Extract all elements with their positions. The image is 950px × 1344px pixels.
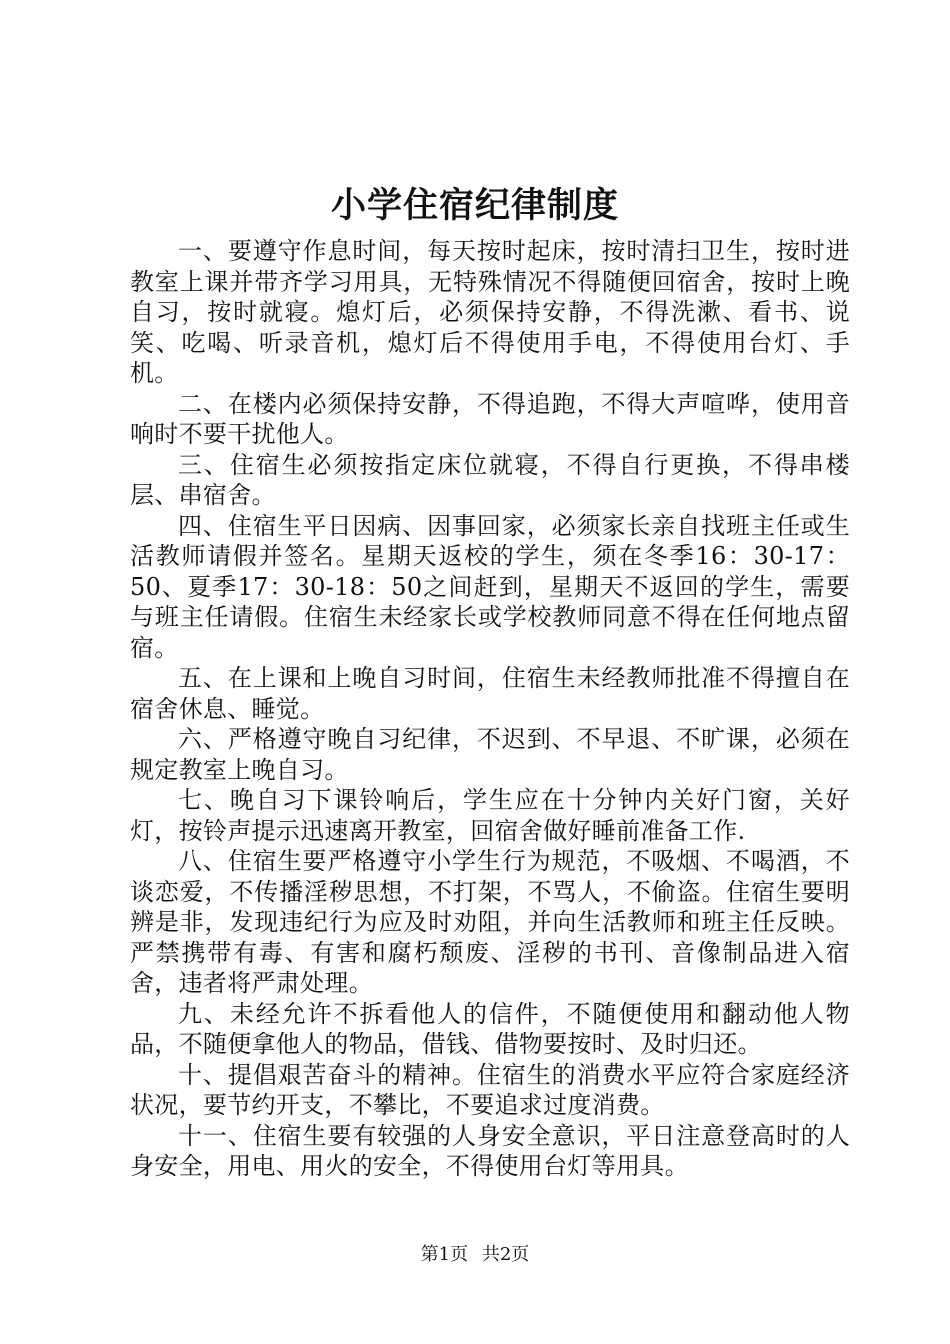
document-title: 小学住宿纪律制度 bbox=[330, 185, 619, 226]
rule-paragraph-10: 十、提倡艰苦奋斗的精神。住宿生的消费水平应符合家庭经济状况，要节约开支，不攀比，不要追求过度消费。 bbox=[130, 1060, 850, 1119]
rule-paragraph-5: 五、在上课和上晚自习时间，住宿生未经教师批准不得擅自在宿舍休息、睡觉。 bbox=[130, 664, 850, 723]
rule-paragraph-8: 八、住宿生要严格遵守小学生行为规范，不吸烟、不喝酒，不谈恋爱，不传播淫秽思想，不打架，不骂人，不偷盗。住宿生要明辨是非，发现违纪行为应及时劝阻，并向生活教师和班主任反映。严禁携带有毒、有害和腐朽颓废、淫秽的书刊、音像制品进入宿舍，违者将严肃处理。 bbox=[130, 847, 850, 997]
total-pages: 共2页 bbox=[481, 1244, 530, 1265]
rule-paragraph-11: 十一、住宿生要有较强的人身安全意识，平日注意登高时的人身安全，用电、用火的安全，不得使用台灯等用具。 bbox=[130, 1121, 850, 1180]
rule-paragraph-3: 三、住宿生必须按指定床位就寝，不得自行更换，不得串楼层、串宿舍。 bbox=[130, 450, 850, 509]
rule-paragraph-4: 四、住宿生平日因病、因事回家，必须家长亲自找班主任或生活教师请假并签名。星期天返校的学生，须在冬季16：30-17：50、夏季17：30-18：50之间赶到，星期天不返回的学生，需要与班主任请假。住宿生未经家长或学校教师同意不得在任何地点留宿。 bbox=[130, 511, 850, 662]
rule-paragraph-2: 二、在楼内必须保持安静，不得追跑，不得大声喧哗，使用音响时不要干扰他人。 bbox=[130, 389, 850, 448]
rule-paragraph-6: 六、严格遵守晚自习纪律，不迟到、不早退、不旷课，必须在规定教室上晚自习。 bbox=[130, 725, 850, 784]
page-footer bbox=[0, 1243, 950, 1267]
rule-paragraph-7: 七、晚自习下课铃响后，学生应在十分钟内关好门窗，关好灯，按铃声提示迅速离开教室，回宿舍做好睡前准备工作. bbox=[130, 786, 850, 845]
page-number: 第1页 bbox=[420, 1244, 469, 1265]
rule-paragraph-1: 一、要遵守作息时间，每天按时起床，按时清扫卫生，按时进教室上课并带齐学习用具，无特殊情况不得随便回宿舍，按时上晚自习，按时就寝。熄灯后，必须保持安静，不得洗漱、看书、说笑、吃喝、听录音机，熄灯后不得使用手电，不得使用台灯、手机。 bbox=[130, 237, 850, 387]
rule-paragraph-9: 九、未经允许不拆看他人的信件，不随便使用和翻动他人物品，不随便拿他人的物品，借钱、借物要按时、及时归还。 bbox=[130, 999, 850, 1058]
document-body bbox=[130, 236, 850, 1182]
